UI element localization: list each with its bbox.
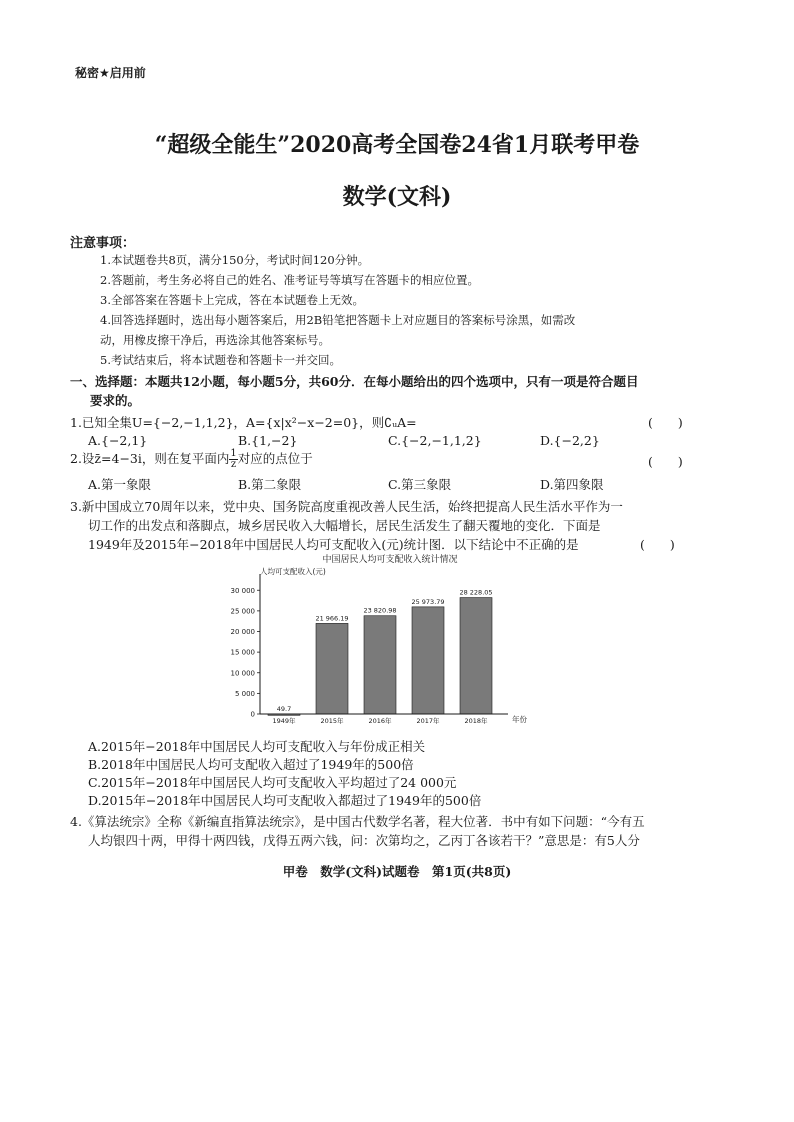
exam-title: “超级全能生”2020高考全国卷24省1月联考甲卷 [154,132,640,158]
q1-stem: 1.已知全集U={−2,−1,1,2}，A={x|x²−x−2=0}，则∁ᵤA= [70,415,417,430]
y-tick-label: 10 000 [230,669,255,678]
q2-stem [70,448,313,470]
exam-subtitle: 数学(文科) [342,184,452,210]
q4-line2: 人均银四十两，甲得十两四钱，戊得五两六钱，问：次第均之，乙丙丁各该若干？”意思是：有5人分 [88,833,640,848]
q1-answer-paren: ( ) [648,415,683,430]
q3-option-c: C.2015年−2018年中国居民人均可支配收入平均超过了24 000元 [88,775,457,790]
y-tick-label: 0 [250,710,255,719]
q3-option-d: D.2015年−2018年中国居民人均可支配收入都超过了1949年的500倍 [88,793,482,808]
q2-option-d: D.第四象限 [540,477,604,492]
q2-stem-a: 2.设z̄=4−3i，则在复平面内 [70,451,230,466]
q2-option-a: A.第一象限 [88,477,152,492]
confidential-label: 秘密★启用前 [75,66,146,80]
income-bar [316,623,348,714]
y-tick-label: 30 000 [230,586,255,595]
bar-value-label: 49.7 [276,704,292,713]
note-item: 1.本试题卷共8页，满分150分，考试时间120分钟。 [100,253,370,267]
bar-value-label: 25 973.79 [411,597,445,606]
note-item: 5.考试结束后，将本试题卷和答题卡一并交回。 [100,353,341,367]
q1-option-a: A.{−2,1} [88,433,148,448]
q2-fraction [229,449,237,470]
q2-stem-b: 对应的点位于 [237,451,313,466]
y-tick-label: 15 000 [230,648,255,657]
section-heading: 一、选择题：本题共12小题，每小题5分，共60分．在每小题给出的四个选项中，只有一项是符合题目 [70,374,639,389]
note-item: 3.全部答案在答题卡上完成，答在本试题卷上无效。 [100,293,364,307]
q3-answer-paren: ( ) [640,537,675,552]
note-item: 2.答题前，考生务必将自己的姓名、准考证号等填写在答题卡的相应位置。 [100,273,479,287]
q1-option-d: D.{−2,2} [540,433,600,448]
y-tick-label: 5 000 [234,689,255,698]
note-item: 动，用橡皮擦干净后，再选涂其他答案标号。 [100,333,330,347]
income-bar-chart [200,552,560,728]
bar-value-label: 28 228.05 [459,588,493,597]
q2-option-c: C.第三象限 [388,477,452,492]
chart-xlabel: 年份 [512,715,527,724]
q1-option-b: B.{1,−2} [238,433,298,448]
q3-line1: 3.新中国成立70周年以来，党中央、国务院高度重视改善人民生活，始终把提高人民生活水平作为一 [70,499,623,514]
x-tick-label: 1949年 [272,717,296,725]
q3-line2: 切工作的出发点和落脚点，城乡居民收入大幅增长，居民生活发生了翻天覆地的变化．下面是 [88,518,601,533]
bar-value-label: 21 966.19 [315,614,349,623]
section-heading-cont: 要求的。 [90,393,141,408]
y-tick-label: 25 000 [230,607,255,616]
q4-line1: 4.《算法统宗》全称《新编直指算法统宗》，是中国古代数学名著，程大位著．书中有如下问题：“今有五 [70,814,645,829]
page-footer: 甲卷 数学(文科)试题卷 第1页(共8页) [282,864,512,879]
q2-frac-num: 1 [230,448,237,459]
x-tick-label: 2018年 [464,717,488,725]
notes-heading: 注意事项： [70,236,136,251]
chart-title: 中国居民人均可支配收入统计情况 [322,555,458,565]
x-tick-label: 2016年 [368,717,392,725]
income-bar [460,598,492,714]
income-bar [412,607,444,714]
q2-frac-den: z [230,459,237,470]
q2-answer-paren: ( ) [648,454,683,469]
q2-option-b: B.第二象限 [238,477,302,492]
x-tick-label: 2015年 [320,717,344,725]
q3-option-b: B.2018年中国居民人均可支配收入超过了1949年的500倍 [88,757,414,772]
y-tick-label: 20 000 [230,628,255,636]
note-item: 4.回答选择题时，选出每小题答案后，用2B铅笔把答题卡上对应题目的答案标号涂黑，如需改 [100,313,576,327]
x-tick-label: 2017年 [416,717,440,725]
income-bar [364,616,396,714]
q3-line3: 1949年及2015年−2018年中国居民人均可支配收入(元)统计图．以下结论中不正确的是 [88,537,579,552]
chart-ylabel: 人均可支配收入(元) [260,567,326,576]
q3-option-a: A.2015年−2018年中国居民人均可支配收入与年份成正相关 [88,739,426,754]
bar-value-label: 23 820.98 [363,606,397,615]
q1-option-c: C.{−2,−1,1,2} [388,433,482,448]
